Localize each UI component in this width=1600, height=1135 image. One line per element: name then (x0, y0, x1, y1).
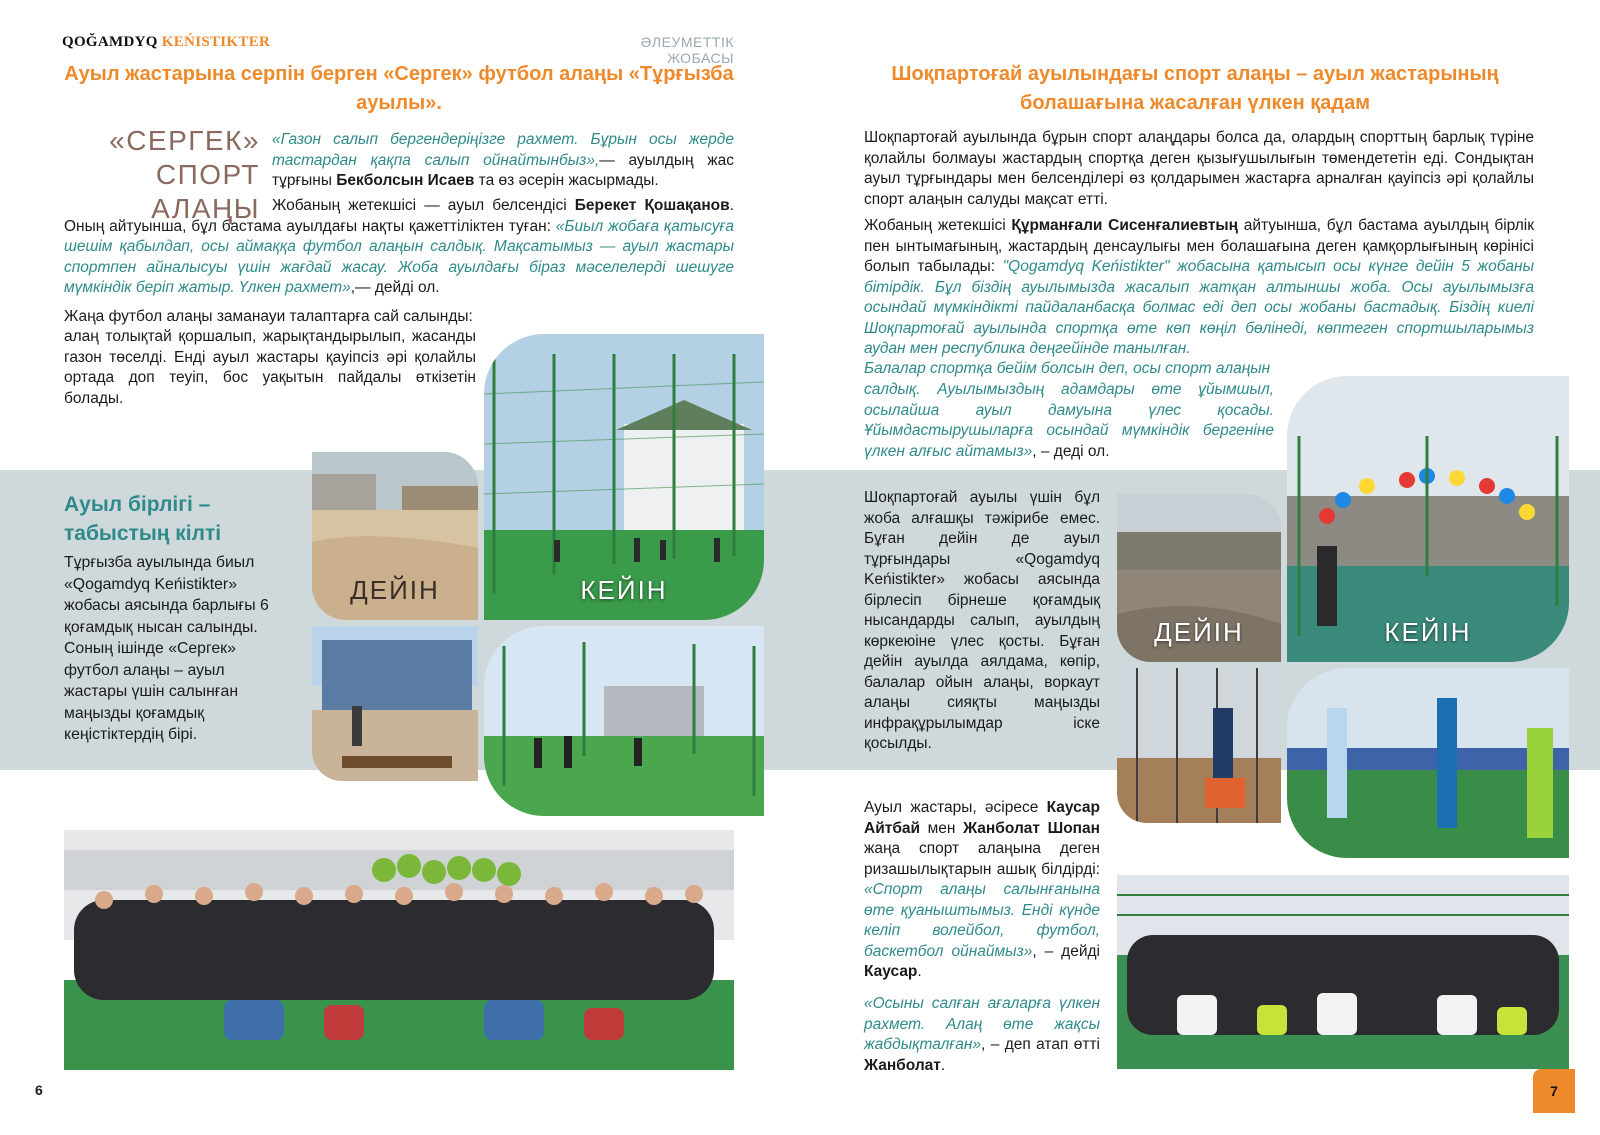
left-paragraph-3-first-line: Жаңа футбол алаңы заманауи талаптарға сай салынды: (64, 308, 473, 325)
group-photo-right (1117, 875, 1569, 1069)
right-paragraph-1: Шоқпартоғай ауылында бұрын спорт алаңдары болса да, олардың спорттың барлық түріне қолайлы болмауы жастардың спортқа деген қызығушылығын төмендететін еді. Сондықтан ауыл тұрғындары мен белсенділері өз қолдарымен жастарға арналған қауіпсіз әрі қолайлы спорт алаңын салуды мақсат етті. (864, 129, 1534, 208)
left-side-text: Тұрғызба ауылында биыл «Qogamdyq Keńistikter» жобасы аясында барлығы 6 қоғамдық нысан салынды. Соның ішінде «Сергек» футбол алаңы – ауыл жастары үшін салынған маңызды қоғамдық кеңістіктердің бірі. (64, 554, 269, 743)
group-photo-left (64, 830, 734, 1070)
before-label: ДЕЙІН (350, 575, 440, 605)
right-article-title: Шоқпартоғай ауылындағы спорт алаңы – ауыл жастарының болашағына жасалған үлкен қадам (891, 63, 1499, 114)
magazine-logo: QOĞAMDYQ KEŃISTIKTER (62, 34, 271, 50)
after-label: КЕЙІН (580, 575, 668, 605)
big-heading: «СЕРГЕК» СПОРТ АЛАҢЫ (109, 125, 260, 224)
right-paragraph-2-narrow-line: Балалар спортқа бейім болсын деп, осы спорт алаңын (864, 360, 1271, 377)
right-paragraph-5: «Осыны салған ағаларға үлкен рахмет. Алаң өте жақсы жабдықталған», – деп атап өтті Жанболат. (864, 995, 1100, 1074)
right-paragraph-4: Ауыл жастары, әсіресе Каусар Айтбай мен Жанболат Шопан жаңа спорт алаңына деген ризашылықтарын ашық білдірді: «Спорт алаңы салынғанына өте қуаныштымыз. Енді күнде келіп волейбол, футбол, баскетбол ойнаймыз», – дейді Каусар. (864, 799, 1101, 980)
right-paragraph-3: Шоқпартоғай ауылы үшін бұл жоба алғашқы тәжірибе емес. Бұған дейін де ауыл тұрғындары «Qogamdyq Keńistikter» жобасы аясында бірлесіп бірнеше қоғамдық нысандарды салып, ауылдың көркеюіне үлес қосты. Бұған дейін ауылда аялдама, көпір, балалар ойын алаңы, воркаут алаңы сияқты маңызды инфрақұрылымдар іске қосылды. (864, 489, 1100, 752)
section-label: ӘЛЕУМЕТТІК ЖОБАСЫ (640, 34, 734, 66)
left-paragraph-1: «Газон салып бергендеріңізге рахмет. Бұрын осы жерде тастардан қақпа салып ойнайтынбыз»,— ауылдың жас тұрғыны Бекболсын Исаев та өз әсерін жасырмады. (272, 131, 734, 189)
construction-photo-right (1117, 668, 1281, 823)
before-label: ДЕЙІН (1154, 617, 1244, 647)
right-paragraph-2-narrow: салдық. Ауылымыздың адамдары өте ұйымшыл, осылайша ауыл дамуына үлес қосады. Ұйымдастырушыларға осындай мүмкіндік бергеніне үлкен алғыс айтамыз», – деді ол. (864, 381, 1274, 460)
construction-photo-left (312, 626, 478, 781)
left-paragraph-2: Жобаның жетекшісі — ауыл белсендісі Берекет Қошақанов. Оның айтуынша, бұл бастама ауылдағы нақты қажеттіліктен туған: «Биыл жобаға қатысуға шешім қабылдап, осы аймаққа футбол алаңын салдық. Мақсатымыз — ауыл жастары спортпен айналысуы үшін жағдай жасау. Жоба ауылдағы біраз мәселелерді шешуге мүмкіндік беріп жатыр. Үлкен рахмет»,— дейді ол. (64, 197, 734, 296)
volleyball-photo-right (1287, 668, 1569, 858)
after-photo-right (1287, 376, 1569, 662)
left-page-number: 6 (35, 1082, 43, 1098)
right-paragraph-2: Жобаның жетекшісі Құрманғали Сисенғалиевтың айтуынша, бұл бастама ауылдың бірлік пен ынтымағының, жастардың денсаулығы мен болашағына деген қамқорлығының көрінісі болып табылады: "Qogamdyq Keńistikter" жобасына қатысып осы күнге дейін 5 жобаны бітірдік. Бұл біздің ауылымызда жасалып жатқан алтыншы жоба. Осы ауылымызға осындай мүмкіндікті пайдаланбасқа болмас еді деп осы жобаны бастадық. Біздің киелі Шоқпартоғай ауылында спортқа өте көп көңіл бөлінеді, көптеген спортшыларымыз аудан мен республика деңгейінде танылған. (864, 217, 1535, 357)
left-subheading: Ауыл бірлігі – табыстың кілті (64, 493, 222, 545)
game-photo-left (484, 626, 764, 816)
left-article-title: Ауыл жастарына серпін берген «Сергек» футбол алаңы «Тұрғызба ауылы». (64, 63, 734, 114)
before-photo-right (1117, 494, 1281, 662)
before-photo-left (312, 452, 478, 620)
left-paragraph-3: алаң толықтай қоршалып, жарықтандырылып, жасанды газон төселді. Енді ауыл жастары қауіпсіз әрі қолайлы ортада доп теуіп, бос уақытын пайдалы өткізетін болады. (64, 328, 476, 407)
after-photo-left (484, 334, 764, 620)
after-label: КЕЙІН (1384, 617, 1472, 647)
right-page-number: 7 (1533, 1069, 1575, 1113)
